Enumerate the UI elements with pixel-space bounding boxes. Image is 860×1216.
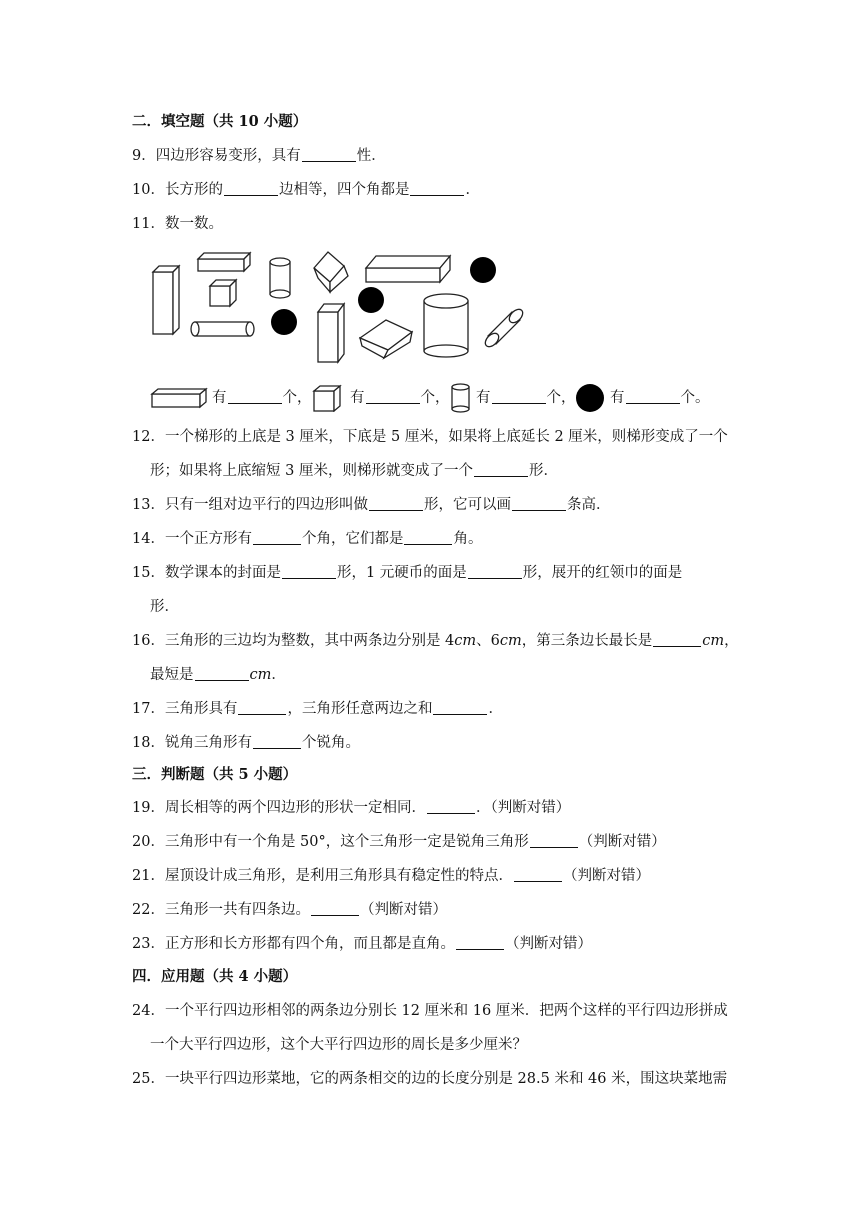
question-15-text-mid: 形，1 元硬币的面是 bbox=[336, 565, 467, 581]
cube-icon bbox=[312, 384, 346, 412]
sphere-shape bbox=[470, 257, 496, 283]
question-9-text: 9．四边形容易变形，具有 bbox=[132, 148, 301, 164]
tilted-cylinder-shape bbox=[483, 307, 525, 349]
question-20 bbox=[132, 832, 666, 852]
question-17-text: 17．三角形具有 bbox=[132, 701, 238, 717]
question-14-text-end: 角。 bbox=[453, 531, 483, 547]
answer-blank[interactable] bbox=[410, 181, 464, 196]
question-19-text-end: ．（判断对错） bbox=[475, 800, 571, 816]
question-13-text-end: 条高． bbox=[566, 497, 611, 513]
question-14-text: 14．一个正方形有 bbox=[132, 531, 252, 547]
answer-blank[interactable] bbox=[253, 734, 301, 749]
question-17-text-end: ． bbox=[488, 701, 503, 717]
unit-cm: cm bbox=[499, 633, 522, 649]
question-10-text-end: ． bbox=[465, 182, 480, 198]
question-13 bbox=[132, 495, 610, 515]
question-13-text-mid: 形，它可以画 bbox=[423, 497, 511, 513]
question-14 bbox=[132, 529, 482, 549]
question-12-text: 形；如果将上底缩短 3 厘米，则梯形就变成了一个 bbox=[150, 463, 473, 479]
answer-blank[interactable] bbox=[238, 700, 286, 715]
upright-cylinder-shape bbox=[270, 258, 290, 298]
question-22-text: 22．三角形一共有四条边。 bbox=[132, 902, 310, 918]
answer-blank[interactable] bbox=[369, 496, 423, 511]
answer-blank[interactable] bbox=[626, 389, 680, 404]
question-16-text-end: ． bbox=[271, 667, 286, 683]
tall-cuboid-shape bbox=[153, 266, 179, 334]
answer-blank[interactable] bbox=[366, 389, 420, 404]
section-heading-application: 四．应用题（共 4 小题） bbox=[132, 968, 298, 985]
section-heading-true-false: 三．判断题（共 5 小题） bbox=[132, 766, 298, 783]
answer-blank[interactable] bbox=[253, 530, 301, 545]
count-label: 有 bbox=[212, 390, 227, 406]
sphere-shape bbox=[271, 309, 297, 335]
count-cylinder bbox=[476, 388, 576, 408]
count-label: 有 bbox=[610, 390, 625, 406]
sphere-icon bbox=[574, 382, 606, 414]
count-label: 个， bbox=[546, 390, 576, 406]
answer-blank[interactable] bbox=[512, 496, 566, 511]
answer-blank[interactable] bbox=[492, 389, 546, 404]
answer-blank[interactable] bbox=[228, 389, 282, 404]
question-13-text: 13．只有一组对边平行的四边形叫做 bbox=[132, 497, 368, 513]
cylinder-icon bbox=[450, 382, 472, 414]
question-9-text-end: 性． bbox=[356, 148, 386, 164]
long-cuboid-shape bbox=[366, 256, 450, 282]
question-16-text: ， bbox=[724, 633, 739, 649]
question-23 bbox=[132, 934, 592, 954]
answer-blank[interactable] bbox=[474, 462, 528, 477]
tall-cuboid-middle-shape bbox=[318, 304, 344, 362]
question-21-text-end: （判断对错） bbox=[562, 868, 650, 884]
question-20-text: 20．三角形中有一个角是 50°，这个三角形一定是锐角三角形 bbox=[132, 834, 529, 850]
question-19-text: 19．周长相等的两个四边形的形状一定相同． bbox=[132, 800, 426, 816]
unit-cm: cm bbox=[249, 667, 272, 683]
question-11: 11．数一数。 bbox=[132, 216, 223, 232]
question-12: 12．一个梯形的上底是 3 厘米，下底是 5 厘米，如果将上底延长 2 厘米，则梯形变成了一个 bbox=[132, 429, 728, 445]
question-15-line-2: 形． bbox=[150, 599, 179, 615]
question-12-text-end: 形． bbox=[528, 463, 558, 479]
question-22 bbox=[132, 900, 447, 920]
question-16 bbox=[132, 631, 739, 651]
question-24: 24．一个平行四边形相邻的两条边分别长 12 厘米和 16 厘米．把两个这样的平行四边形拼成 bbox=[132, 1003, 728, 1019]
count-label: 有 bbox=[476, 390, 491, 406]
question-16-text: 最短是 bbox=[150, 667, 194, 683]
shape-count-row bbox=[150, 382, 750, 412]
question-25: 25．一块平行四边形菜地，它的两条相交的边的长度分别是 28.5 米和 46 米，围这块菜地需 bbox=[132, 1071, 728, 1087]
horizontal-cylinder-shape bbox=[191, 322, 254, 336]
count-sphere bbox=[610, 388, 710, 408]
answer-blank[interactable] bbox=[282, 564, 336, 579]
question-10-text-mid: 边相等，四个角都是 bbox=[278, 182, 410, 198]
question-16-text-mid: ，第三条边长最长是 bbox=[521, 633, 653, 649]
count-label: 有 bbox=[350, 390, 365, 406]
big-cylinder-shape bbox=[424, 294, 468, 357]
unit-cm: cm bbox=[702, 633, 725, 649]
question-16-text: 、6 bbox=[476, 633, 500, 649]
question-21 bbox=[132, 866, 650, 886]
question-15-text-mid: 形，展开的红领巾的面是 bbox=[522, 565, 683, 581]
question-24-line-2: 一个大平行四边形，这个大平行四边形的周长是多少厘米？ bbox=[150, 1037, 527, 1053]
question-17 bbox=[132, 699, 503, 719]
question-16-text: 16．三角形的三边均为整数，其中两条边分别是 4 bbox=[132, 633, 455, 649]
question-17-text-mid: ，三角形任意两边之和 bbox=[287, 701, 433, 717]
answer-blank[interactable] bbox=[224, 181, 278, 196]
tilted-cuboid-shape bbox=[360, 320, 412, 358]
question-15-text: 15．数学课本的封面是 bbox=[132, 565, 281, 581]
question-23-text: 23．正方形和长方形都有四个角，而且都是直角。 bbox=[132, 936, 455, 952]
count-cuboid bbox=[212, 388, 312, 408]
question-21-text: 21．屋顶设计成三角形，是利用三角形具有稳定性的特点． bbox=[132, 868, 513, 884]
unit-cm: cm bbox=[454, 633, 477, 649]
answer-blank[interactable] bbox=[195, 666, 249, 681]
section-heading-fill-in: 二．填空题（共 10 小题） bbox=[132, 113, 308, 130]
count-label: 个， bbox=[420, 390, 450, 406]
answer-blank[interactable] bbox=[530, 833, 578, 848]
question-18-text: 18．锐角三角形有 bbox=[132, 735, 252, 751]
question-22-text-end: （判断对错） bbox=[359, 902, 447, 918]
answer-blank[interactable] bbox=[456, 935, 504, 950]
question-18 bbox=[132, 733, 360, 753]
question-14-text-mid: 个角，它们都是 bbox=[301, 531, 404, 547]
answer-blank[interactable] bbox=[514, 867, 562, 882]
question-20-text-end: （判断对错） bbox=[578, 834, 666, 850]
count-cube bbox=[350, 388, 450, 408]
question-18-text-end: 个锐角。 bbox=[301, 735, 360, 751]
solids-figure bbox=[148, 246, 528, 370]
question-10-text: 10．长方形的 bbox=[132, 182, 223, 198]
answer-blank[interactable] bbox=[427, 799, 475, 814]
question-23-text-end: （判断对错） bbox=[504, 936, 592, 952]
question-12-line-2 bbox=[150, 461, 558, 481]
small-cube-shape bbox=[210, 280, 236, 306]
cuboid-icon bbox=[150, 386, 208, 410]
answer-blank[interactable] bbox=[433, 700, 487, 715]
flat-cuboid-shape bbox=[198, 253, 250, 271]
answer-blank[interactable] bbox=[404, 530, 452, 545]
count-label: 个。 bbox=[680, 390, 710, 406]
question-15 bbox=[132, 563, 682, 583]
question-16-line-2 bbox=[150, 665, 286, 685]
answer-blank[interactable] bbox=[468, 564, 522, 579]
question-10 bbox=[132, 180, 480, 200]
count-label: 个， bbox=[282, 390, 312, 406]
answer-blank[interactable] bbox=[302, 147, 356, 162]
tilted-cube-shape bbox=[314, 252, 348, 292]
answer-blank[interactable] bbox=[653, 632, 701, 647]
question-19 bbox=[132, 798, 570, 818]
answer-blank[interactable] bbox=[311, 901, 359, 916]
sphere-shape bbox=[358, 287, 384, 313]
question-9 bbox=[132, 146, 386, 166]
